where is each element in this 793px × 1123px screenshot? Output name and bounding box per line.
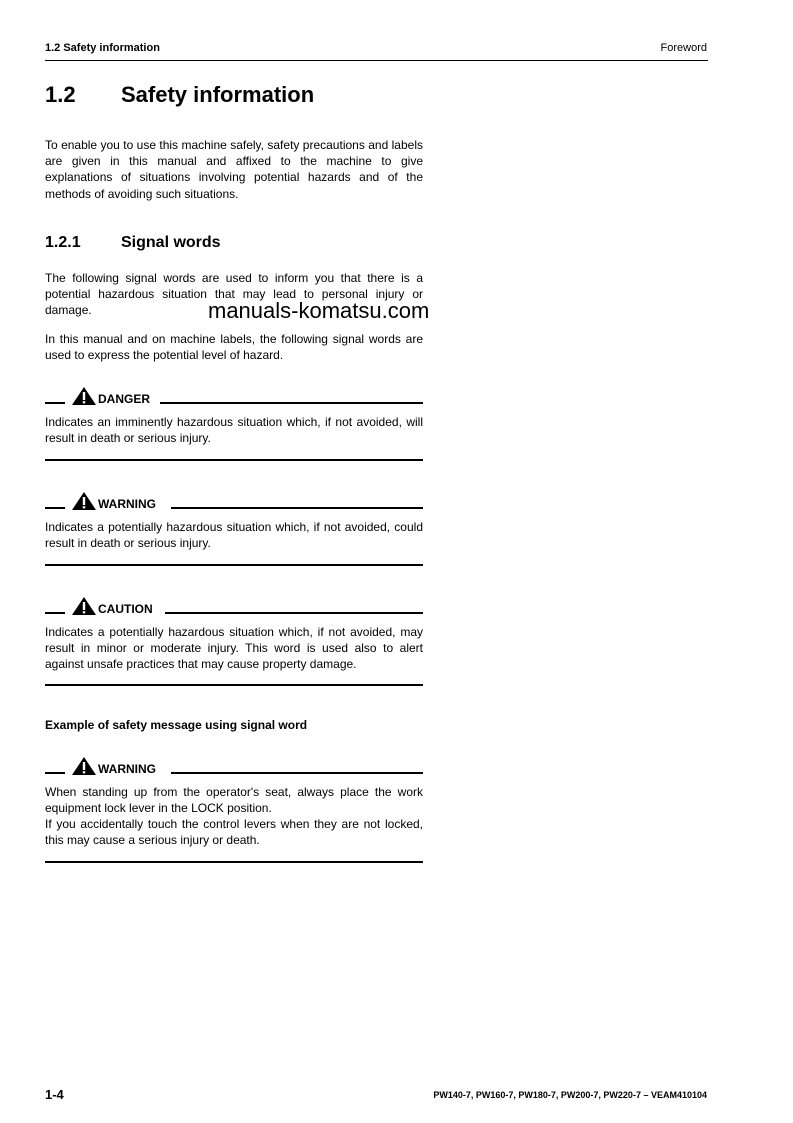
danger-word: DANGER <box>98 392 151 406</box>
example-warning-heading <box>45 756 423 776</box>
example-bottom-rule <box>45 861 423 863</box>
page-number: 1-4 <box>45 1087 64 1102</box>
model-codes: PW140-7, PW160-7, PW180-7, PW200-7, PW220-7 – VEAM410104 <box>433 1090 707 1100</box>
heading-rule-right <box>171 507 423 509</box>
caution-bottom-rule <box>45 684 423 686</box>
subsection-number: 1.2.1 <box>45 234 81 251</box>
example-line-2: If you accidentally touch the control levers when they are not locked, this may cause a serious injury or death. <box>45 817 423 848</box>
example-title: Example of safety message using signal word <box>45 718 308 732</box>
example-warning-word: WARNING <box>98 762 156 776</box>
subsection-title: Signal words <box>121 234 221 251</box>
heading-rule-left <box>45 507 65 509</box>
heading-rule-left <box>45 772 65 774</box>
danger-description: Indicates an imminently hazardous situation which, if not avoided, will result in death or serious injury. <box>45 415 423 446</box>
example-line-1: When standing up from the operator's seat, always place the work equipment lock lever in the LOCK position. <box>45 785 423 816</box>
signal-words-paragraph-1: The following signal words are used to inform you that there is a potential hazardous situation that may lead to personal injury or damage. <box>45 271 423 318</box>
section-number: 1.2 <box>45 82 76 107</box>
section-title: Safety information <box>121 82 315 107</box>
intro-paragraph: To enable you to use this machine safely, safety precautions and labels are given in this manual and affixed to the machine to give explanations of situations involving potential hazards and of the methods of avoiding such situations. <box>45 138 423 201</box>
heading-rule-left <box>45 612 65 614</box>
warning-bottom-rule <box>45 564 423 566</box>
running-header-chapter: Foreword <box>660 42 707 54</box>
danger-heading <box>45 386 423 406</box>
heading-rule-right <box>171 772 423 774</box>
warning-heading <box>45 491 423 511</box>
warning-description: Indicates a potentially hazardous situation which, if not avoided, could result in death or serious injury. <box>45 520 423 551</box>
warning-triangle-icon <box>71 386 97 406</box>
signal-words-paragraph-2: In this manual and on machine labels, the following signal words are used to express the potential level of hazard. <box>45 332 423 363</box>
heading-rule-left <box>45 402 65 404</box>
warning-triangle-icon <box>71 756 97 776</box>
danger-bottom-rule <box>45 459 423 461</box>
warning-triangle-icon <box>71 596 97 616</box>
heading-rule-right <box>160 402 423 404</box>
warning-triangle-icon <box>71 491 97 511</box>
heading-rule-right <box>165 612 423 614</box>
running-header-section: 1.2 Safety information <box>45 42 160 54</box>
caution-heading <box>45 596 423 616</box>
warning-word: WARNING <box>98 497 156 511</box>
header-divider <box>45 60 708 61</box>
caution-word: CAUTION <box>98 602 153 616</box>
watermark-text: manuals-komatsu.com <box>208 298 430 323</box>
caution-description: Indicates a potentially hazardous situation which, if not avoided, may result in minor or moderate injury. This word is used also to alert against unsafe practices that may cause property damage. <box>45 625 423 672</box>
